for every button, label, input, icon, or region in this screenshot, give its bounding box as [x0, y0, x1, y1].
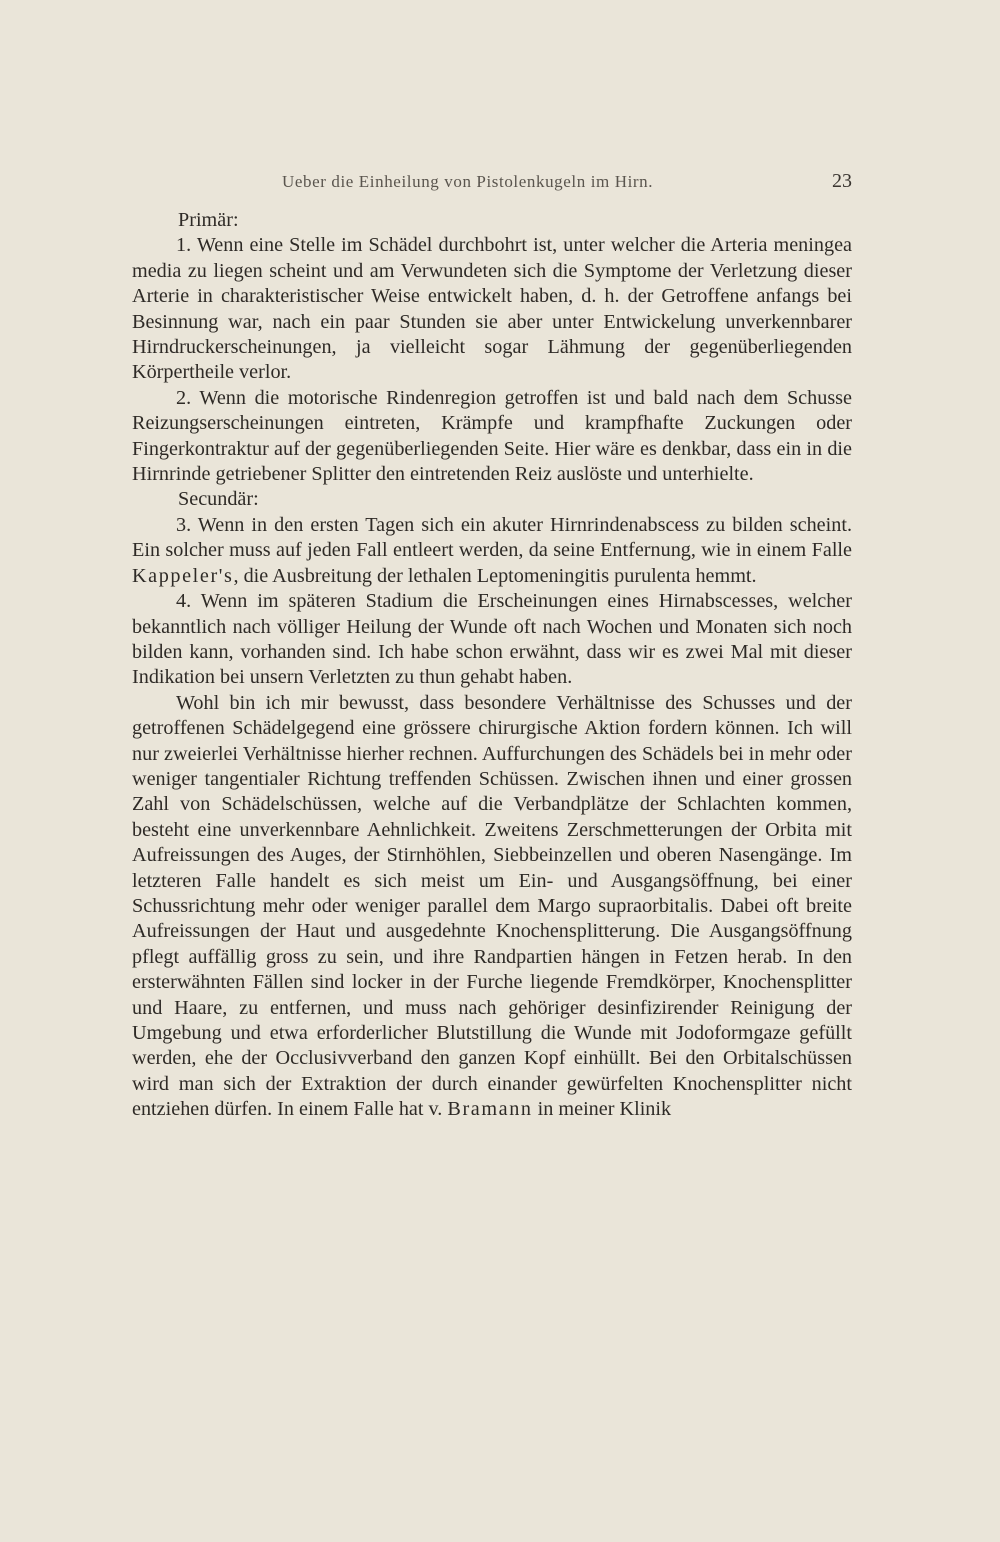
paragraph-3-text-b: , die Ausbreitung der lethalen Leptomeningitis purulenta hemmt.	[233, 564, 757, 587]
heading-secondary: Secundär:	[178, 488, 259, 511]
author-name-bramann: Bramann	[447, 1098, 533, 1121]
body-text	[132, 208, 852, 1123]
paragraph-5-text-a: Wohl bin ich mir bewusst, dass besondere Verhältnisse des Schusses und der getroffenen Schädelgegend eine grössere chirurgische Aktion fordern können. Ich will nur zweierlei Verhältnisse hierher rechnen. Auffurchungen des Schädels bei in mehr oder weniger tangentialer Richtung treffenden Schüssen. Zwischen ihnen und einer grossen Zahl von Schädelschüssen, welche auf die Verbandplätze der Schlachten kommen, besteht eine unverkennbare Aehnlichkeit. Zweitens Zerschmetterungen der Orbita mit Aufreissungen des Auges, der Stirnhöhlen, Siebbeinzellen und oberen Nasengänge. Im letzteren Falle handelt es sich meist um Ein- und Ausgangsöffnung, bei einer Schussrichtung mehr oder weniger parallel dem Margo supraorbitalis. Dabei oft breite Aufreissungen der Haut und ausgedehnte Knochensplitterung. Die Ausgangsöffnung pflegt auffällig gross zu sein, und ihre Randpartien hängen in Fetzen herab. In den ersterwähnten Fällen sind locker in der Furche liegende Fremdkörper, Knochensplitter und Haare, zu entfernen, und muss nach gehöriger desinfizirender Reinigung der Umgebung und etwa erforderlicher Blutstillung die Wunde mit Jodoformgaze gefüllt werden, ehe der Occlusivverband den ganzen Kopf einhüllt. Bei den Orbitalschüssen wird man sich der Extraktion der durch einander gewürfelten Knochensplitter nicht entziehen dürfen. In einem Falle hat v.	[132, 691, 852, 1121]
page-number: 23	[832, 170, 852, 192]
paragraph-1: 1. Wenn eine Stelle im Schädel durchbohrt ist, unter welcher die Arteria meningea media zu liegen scheint und am Verwundeten sich die Symptome der Verletzung dieser Arterie in charakteristischer Weise entwickelt haben, d. h. der Getroffene anfangs bei Besinnung war, nach ein paar Stunden sie aber unter Entwickelung unverkennbarer Hirndruckerscheinungen, ja vielleicht sogar Lähmung der gegenüberliegenden Körpertheile verlor.	[132, 234, 852, 384]
page-header	[134, 170, 852, 200]
paragraph-5	[132, 691, 852, 1123]
paragraph-2: 2. Wenn die motorische Rindenregion getroffen ist und bald nach dem Schusse Reizungserscheinungen eintreten, Krämpfe und krampfhafte Zuckungen oder Fingerkontraktur auf der gegenüberliegenden Seite. Hier wäre es denkbar, dass ein in die Hirnrinde getriebener Splitter den eintretenden Reiz auslöste und unterhielte.	[132, 386, 852, 486]
heading-primary: Primär:	[178, 209, 239, 231]
paragraph-3-text-a: 3. Wenn in den ersten Tagen sich ein akuter Hirnrindenabscess zu bilden scheint. Ein solcher muss auf jeden Fall entleert werden, da seine Entfernung, wie in einem Falle	[132, 513, 852, 562]
paragraph-3	[132, 513, 852, 589]
paragraph-5-text-b: in meiner Klinik	[532, 1098, 672, 1121]
author-name-kappeler: Kappeler's	[132, 564, 234, 587]
paragraph-4: 4. Wenn im späteren Stadium die Erscheinungen eines Hirnabscesses, welcher bekanntlich nach völliger Heilung der Wunde oft nach Wochen und Monaten sich noch bilden kann, vorhanden sind. Ich habe schon erwähnt, dass wir es zwei Mal mit dieser Indikation bei unsern Verletzten zu thun gehabt haben.	[132, 590, 852, 689]
running-title: Ueber die Einheilung von Pistolenkugeln im Hirn.	[282, 172, 654, 191]
